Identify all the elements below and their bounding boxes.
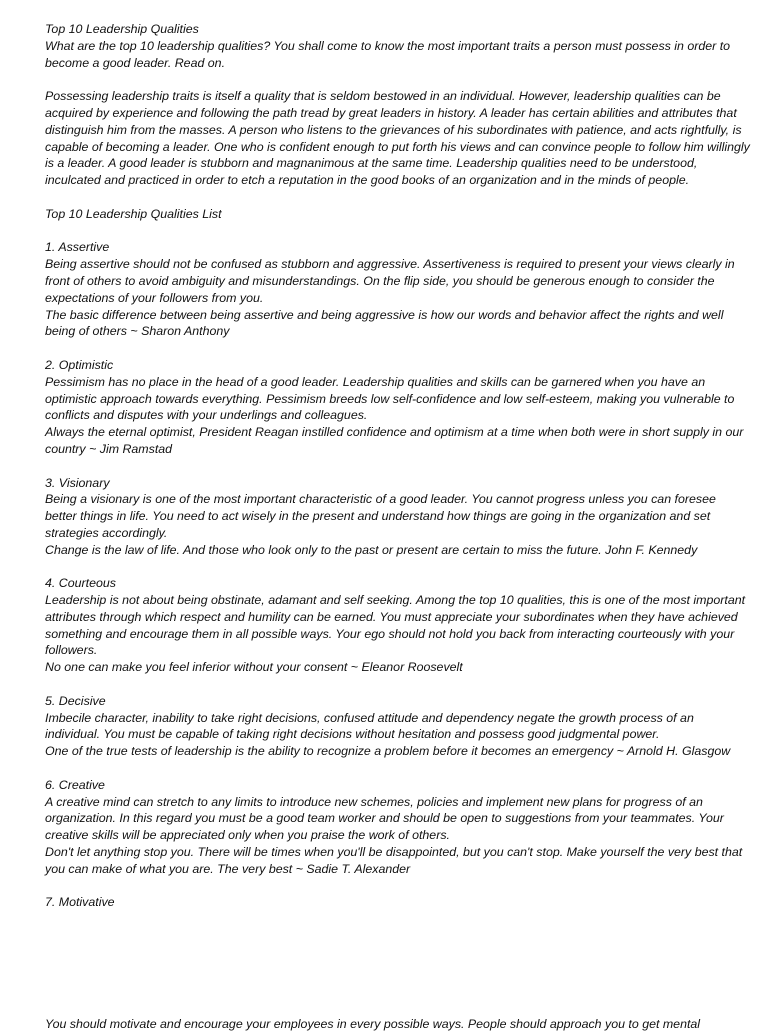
intro-paragraph: Possessing leadership traits is itself a quality that is seldom bestowed in an individual. However, leadership qualities can be acquired by experience and following the path tread by great leaders in history. A leader has certain abilities and attributes that distinguish him from the masses. A person who listens to the grievances of his subordinates with patience, and acts rightfully, is capable of becoming a leader. One who is confident enough to put forth his views and can convince people to follow him willingly is a leader. A good leader is stubborn and magnanimous at the same time. Leadership qualities need to be understood, inculcated and practiced in order to etch a reputation in the good books of an organization and in the minds of people.: [45, 89, 750, 188]
document-page: [45, 21, 750, 928]
section-body: Being a visionary is one of the most important characteristic of a good leader. You cannot progress unless you can foresee better things in life. You need to act wisely in the present and understand how things are going in the organization and set strategies accordingly.: [45, 492, 716, 540]
section-heading: 3. Visionary: [45, 475, 110, 490]
section-visionary: [45, 475, 750, 559]
intro-question: What are the top 10 leadership qualities? You shall come to know the most important traits a person must possess in order to become a good leader. Read on.: [45, 38, 731, 70]
list-heading: Top 10 Leadership Qualities List: [45, 206, 222, 221]
section-heading: 2. Optimistic: [45, 357, 114, 372]
section-quote: Always the eternal optimist, President Reagan instilled confidence and optimism at a time when both were in short supply in our country ~ Jim Ramstad: [45, 425, 744, 456]
section-heading: 6. Creative: [45, 777, 105, 792]
section-creative: [45, 777, 750, 878]
section-courteous: [45, 575, 750, 676]
section-body: Imbecile character, inability to take right decisions, confused attitude and dependency negate the growth process of an individual. You must be capable of taking right decisions without hesitation and possess good judgmental power.: [45, 710, 694, 742]
section-body: Leadership is not about being obstinate, adamant and self seeking. Among the top 10 qualities, this is one of the most important attributes through which respect and humility can be earned. You must appreciate your subordinates when they have achieved something and encourage them in all possible ways. Your ego should not hold you back from interacting courteously with your followers.: [45, 593, 746, 658]
section-motivative: [45, 894, 750, 911]
section-heading: 4. Courteous: [45, 576, 116, 591]
section-heading: 1. Assertive: [45, 240, 110, 255]
section-body: A creative mind can stretch to any limits to introduce new schemes, policies and implement new plans for progress of an organization. In this regard you must be a good team worker and should be open to suggestions from your teammates. Your creative skills will be appreciated only when you praise the work of others.: [45, 794, 724, 843]
section-quote: No one can make you feel inferior without your consent ~ Eleanor Roosevelt: [45, 660, 463, 675]
intro-block: [45, 21, 750, 71]
section-quote: The basic difference between being assertive and being aggressive is how our words and behavior affect the rights and well being of others ~ Sharon Anthony: [45, 307, 724, 339]
section-quote: Change is the law of life. And those who look only to the past or present are certain to miss the future. John F. Kennedy: [45, 542, 698, 557]
section-optimistic: [45, 357, 750, 458]
document-title: Top 10 Leadership Qualities: [45, 22, 199, 36]
section-heading: 7. Motivative: [45, 895, 115, 910]
cutoff-text-line: You should motivate and encourage your employees in every possible ways. People should approach you to get mental: [45, 1017, 701, 1031]
section-body: Pessimism has no place in the head of a good leader. Leadership qualities and skills can be garnered when you have an optimistic approach towards everything. Pessimism breeds low self-confidence and low self-esteem, making you vulnerable to conflicts and disputes with your underlings and colleagues.: [45, 374, 735, 423]
section-body: Being assertive should not be confused as stubborn and aggressive. Assertiveness is required to present your views clearly in front of others to avoid ambiguity and misunderstandings. On the flip side, you should be generous enough to consider the expectations of your followers from you.: [45, 257, 735, 305]
section-decisive: [45, 693, 750, 760]
section-heading: 5. Decisive: [45, 693, 106, 708]
section-assertive: [45, 239, 750, 340]
section-quote: One of the true tests of leadership is the ability to recognize a problem before it becomes an emergency ~ Arnold H. Glasgow: [45, 744, 731, 759]
section-quote: Don't let anything stop you. There will be times when you'll be disappointed, but you can't stop. Make yourself the very best that you can make of what you are. The very best ~ Sadie T. Alexander: [45, 845, 743, 876]
